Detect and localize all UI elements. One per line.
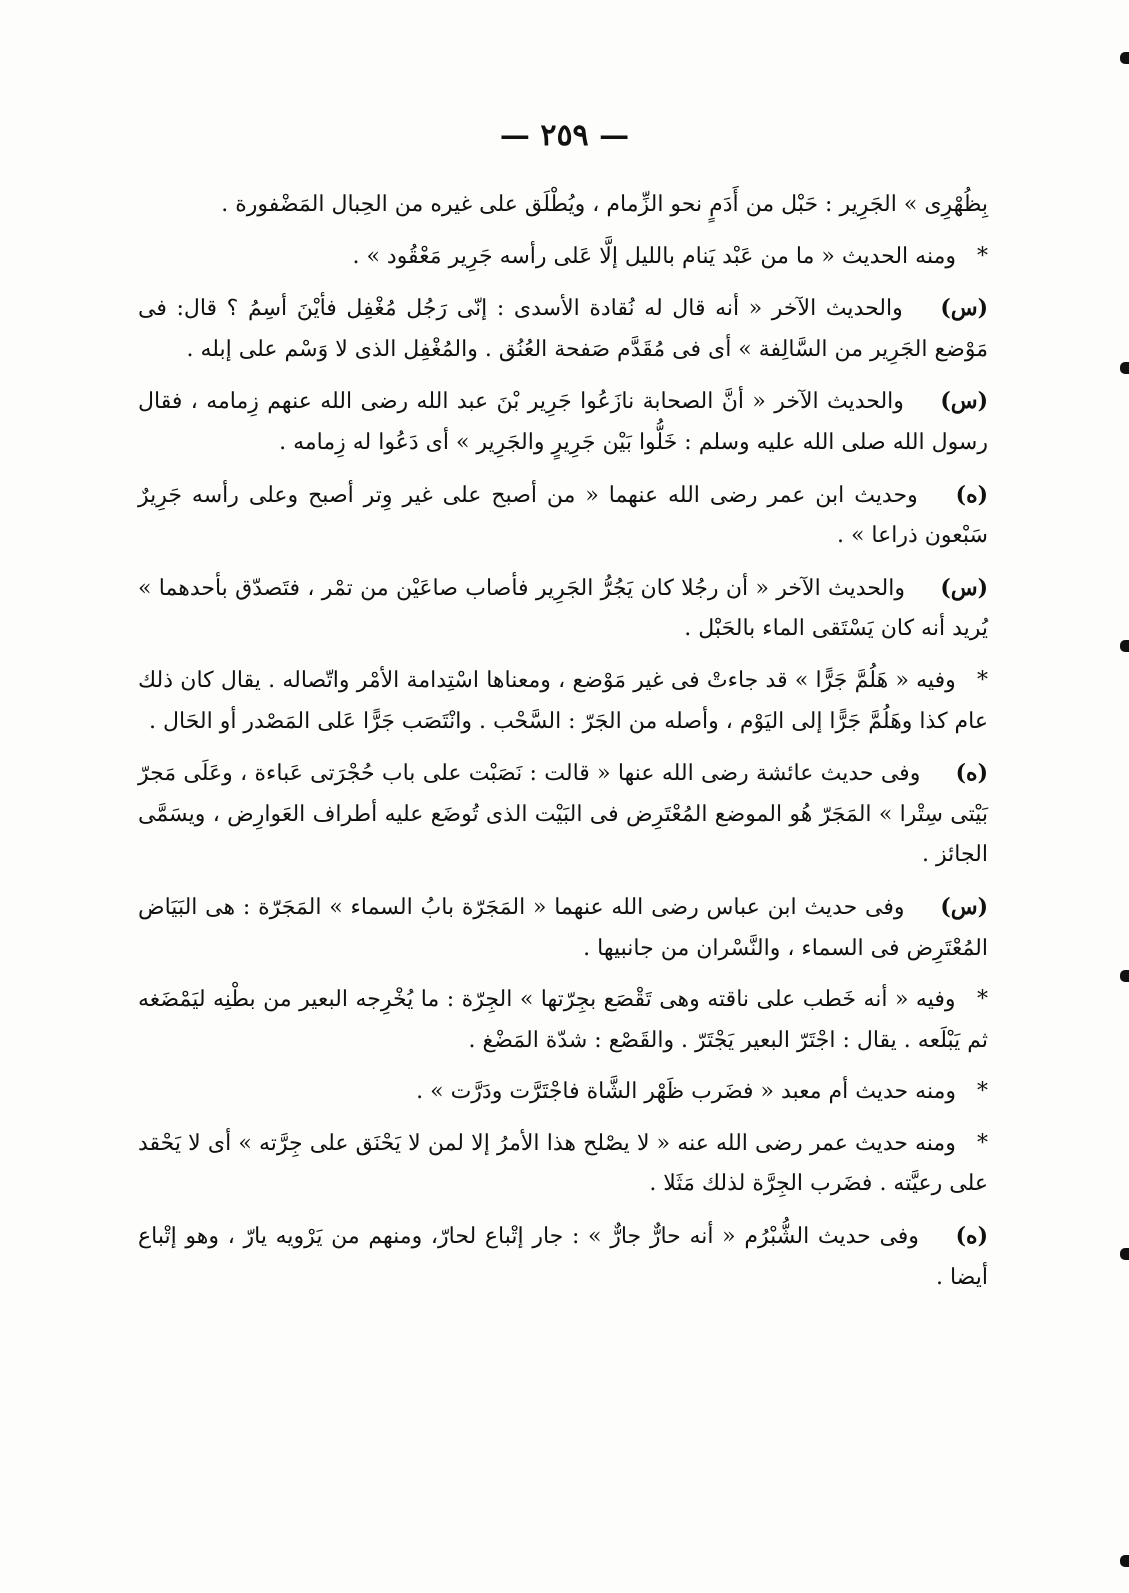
paragraph-text: ومنه الحديث « ما من عَبْد يَنام بالليل إلَّا عَلى رأسه جَرِير مَعْقُود » .: [352, 243, 956, 269]
paragraph-text: وفى حديث الشُّبْرُم « أنه حارٌّ جارٌّ » : جار إتْباع لحارّ، ومنهم من يَرْويه يارّ ، وهو إتْباع أيضا .: [138, 1224, 988, 1290]
paragraph-marker: *: [977, 243, 988, 269]
paragraph-marker: *: [977, 1130, 988, 1156]
text-body: [138, 185, 988, 1309]
page-number: — ٢٥٩ —: [499, 118, 630, 153]
scan-edge-mark: [1120, 1555, 1129, 1567]
scan-edge-mark: [1120, 640, 1129, 652]
paragraph-5: [138, 475, 988, 557]
paragraph-6: [138, 568, 988, 650]
paragraph-marker: (س): [940, 295, 989, 322]
paragraph-12: [138, 1124, 988, 1205]
scan-edge-mark: [1120, 1248, 1129, 1260]
paragraph-marker: *: [977, 1079, 988, 1105]
paragraph-marker: (ه): [955, 760, 988, 787]
paragraph-text: وحديث ابن عمر رضى الله عنهما « من أصبح على غير وِتر أصبح وعلى رأسه جَرِيرٌ سَبْعون ذراعا » .: [138, 482, 988, 549]
paragraph-9: [138, 887, 988, 969]
paragraph-text: وفى حديث ابن عباس رضى الله عنهما « المَجَرّة بابُ السماء » المَجَرّة : هى البَيَاض المُعْتَرِض فى السماء ، والنَّسْران من جانبيها .: [138, 894, 988, 961]
paragraph-4: [138, 381, 988, 463]
paragraph-8: [138, 753, 988, 876]
paragraph-marker: *: [977, 667, 988, 693]
paragraph-marker: (س): [940, 574, 988, 601]
paragraph-marker: (س): [940, 388, 988, 415]
paragraph-text: ومنه حديث عمر رضى الله عنه « لا يصْلح هذا الأمرُ إلا لمن لا يَحْنَق على جِرَّته » أى لا يَحْقد على رعيَّته . فضَرب الجِرَّة لذلك مَثَلا .: [138, 1130, 988, 1197]
paragraph-marker: (ه): [955, 481, 989, 508]
paragraph-text: وفى حديث عائشة رضى الله عنها « قالت : نَصَبْت على باب حُجْرَتى عَباءة ، وعَلَى مَجرّ بَيْتى سِتْرا » المَجَرّ هُو الموضع المُعْتَرِض فى البَيْت الذى تُوضَع عليه أطراف العَوارِض ، ويسَمَّى الجائز .: [138, 761, 988, 868]
scan-edge-mark: [1120, 52, 1129, 64]
paragraph-text: بِظُهْرِى » الجَرِير : حَبْل من أَدَمٍ نحو الزِّمام ، ويُطْلَق على غيره من الحِبال المَضْفورة .: [221, 192, 988, 217]
paragraph-text: والحديث الآخر « أنه قال له نُقادة الأسدى : إنّى رَجُل مُغْفِل فأيْنَ أسِمُ ؟ قال: فى مَوْضع الجَرِير من السَّالِفة » أى فى مُقَدَّم صَفحة العُنُق . والمُغْفِل الذى لا وَسْم على إبله .: [138, 296, 988, 362]
paragraph-text: والحديث الآخر « أنَّ الصحابة نازَعُوا جَرِير بْنَ عبد الله رضى الله عنهم زِمامه ، فقال رسول الله صلى الله عليه وسلم : خَلُّوا بَيْن جَرِيرٍ والجَرِير » أى دَعُوا له زِمامه .: [138, 389, 988, 455]
paragraph-marker: (ه): [955, 1223, 988, 1250]
paragraph-marker: (س): [940, 893, 988, 920]
scan-edge-mark: [1120, 970, 1129, 982]
paragraph-10: [138, 980, 988, 1061]
paragraph-text: وفيه « هَلُمَّ جَرًّا » قد جاءتْ فى غير مَوْضع ، ومعناها اسْتِدامة الأمْر واتّصاله . يقال كان ذلك عام كذا وهَلُمَّ جَرًّا إلى اليَوْم ، وأصله من الجَرّ : السَّحْب . وانْتَصَب جَرًّا عَلى المَصْدر أو الحَال .: [138, 667, 988, 734]
paragraph-1: [138, 185, 988, 226]
paragraph-text: وفيه « أنه خَطب على ناقته وهى تَقْصَع بجِرّتها » الجِرّة : ما يُخْرِجه البعير من بطْنِه ليَمْضَغه ثم يَبْلَعه . يقال : اجْتَرّ البعير يَجْتَرّ . والقَصْع : شدّة المَضْغ .: [138, 987, 988, 1053]
paragraph-text: ومنه حديث أم معبد « فضَرب ظَهْر الشَّاة فاجْتَرَّت ودَرَّت » .: [416, 1079, 956, 1105]
paragraph-marker: *: [976, 987, 988, 1013]
paragraph-13: [138, 1216, 988, 1298]
paragraph-7: [138, 661, 988, 742]
scan-edge-mark: [1120, 362, 1129, 374]
paragraph-2: [138, 237, 988, 278]
paragraph-3: [138, 288, 988, 370]
paragraph-11: [138, 1072, 988, 1113]
paragraph-text: والحديث الآخر « أن رجُلا كان يَجُرُّ الجَرِير فأصاب صاعَيْن من تمْر ، فتَصدّق بأحدهما » يُريد أنه كان يَسْتَقى الماء بالحَبْل .: [138, 575, 988, 642]
